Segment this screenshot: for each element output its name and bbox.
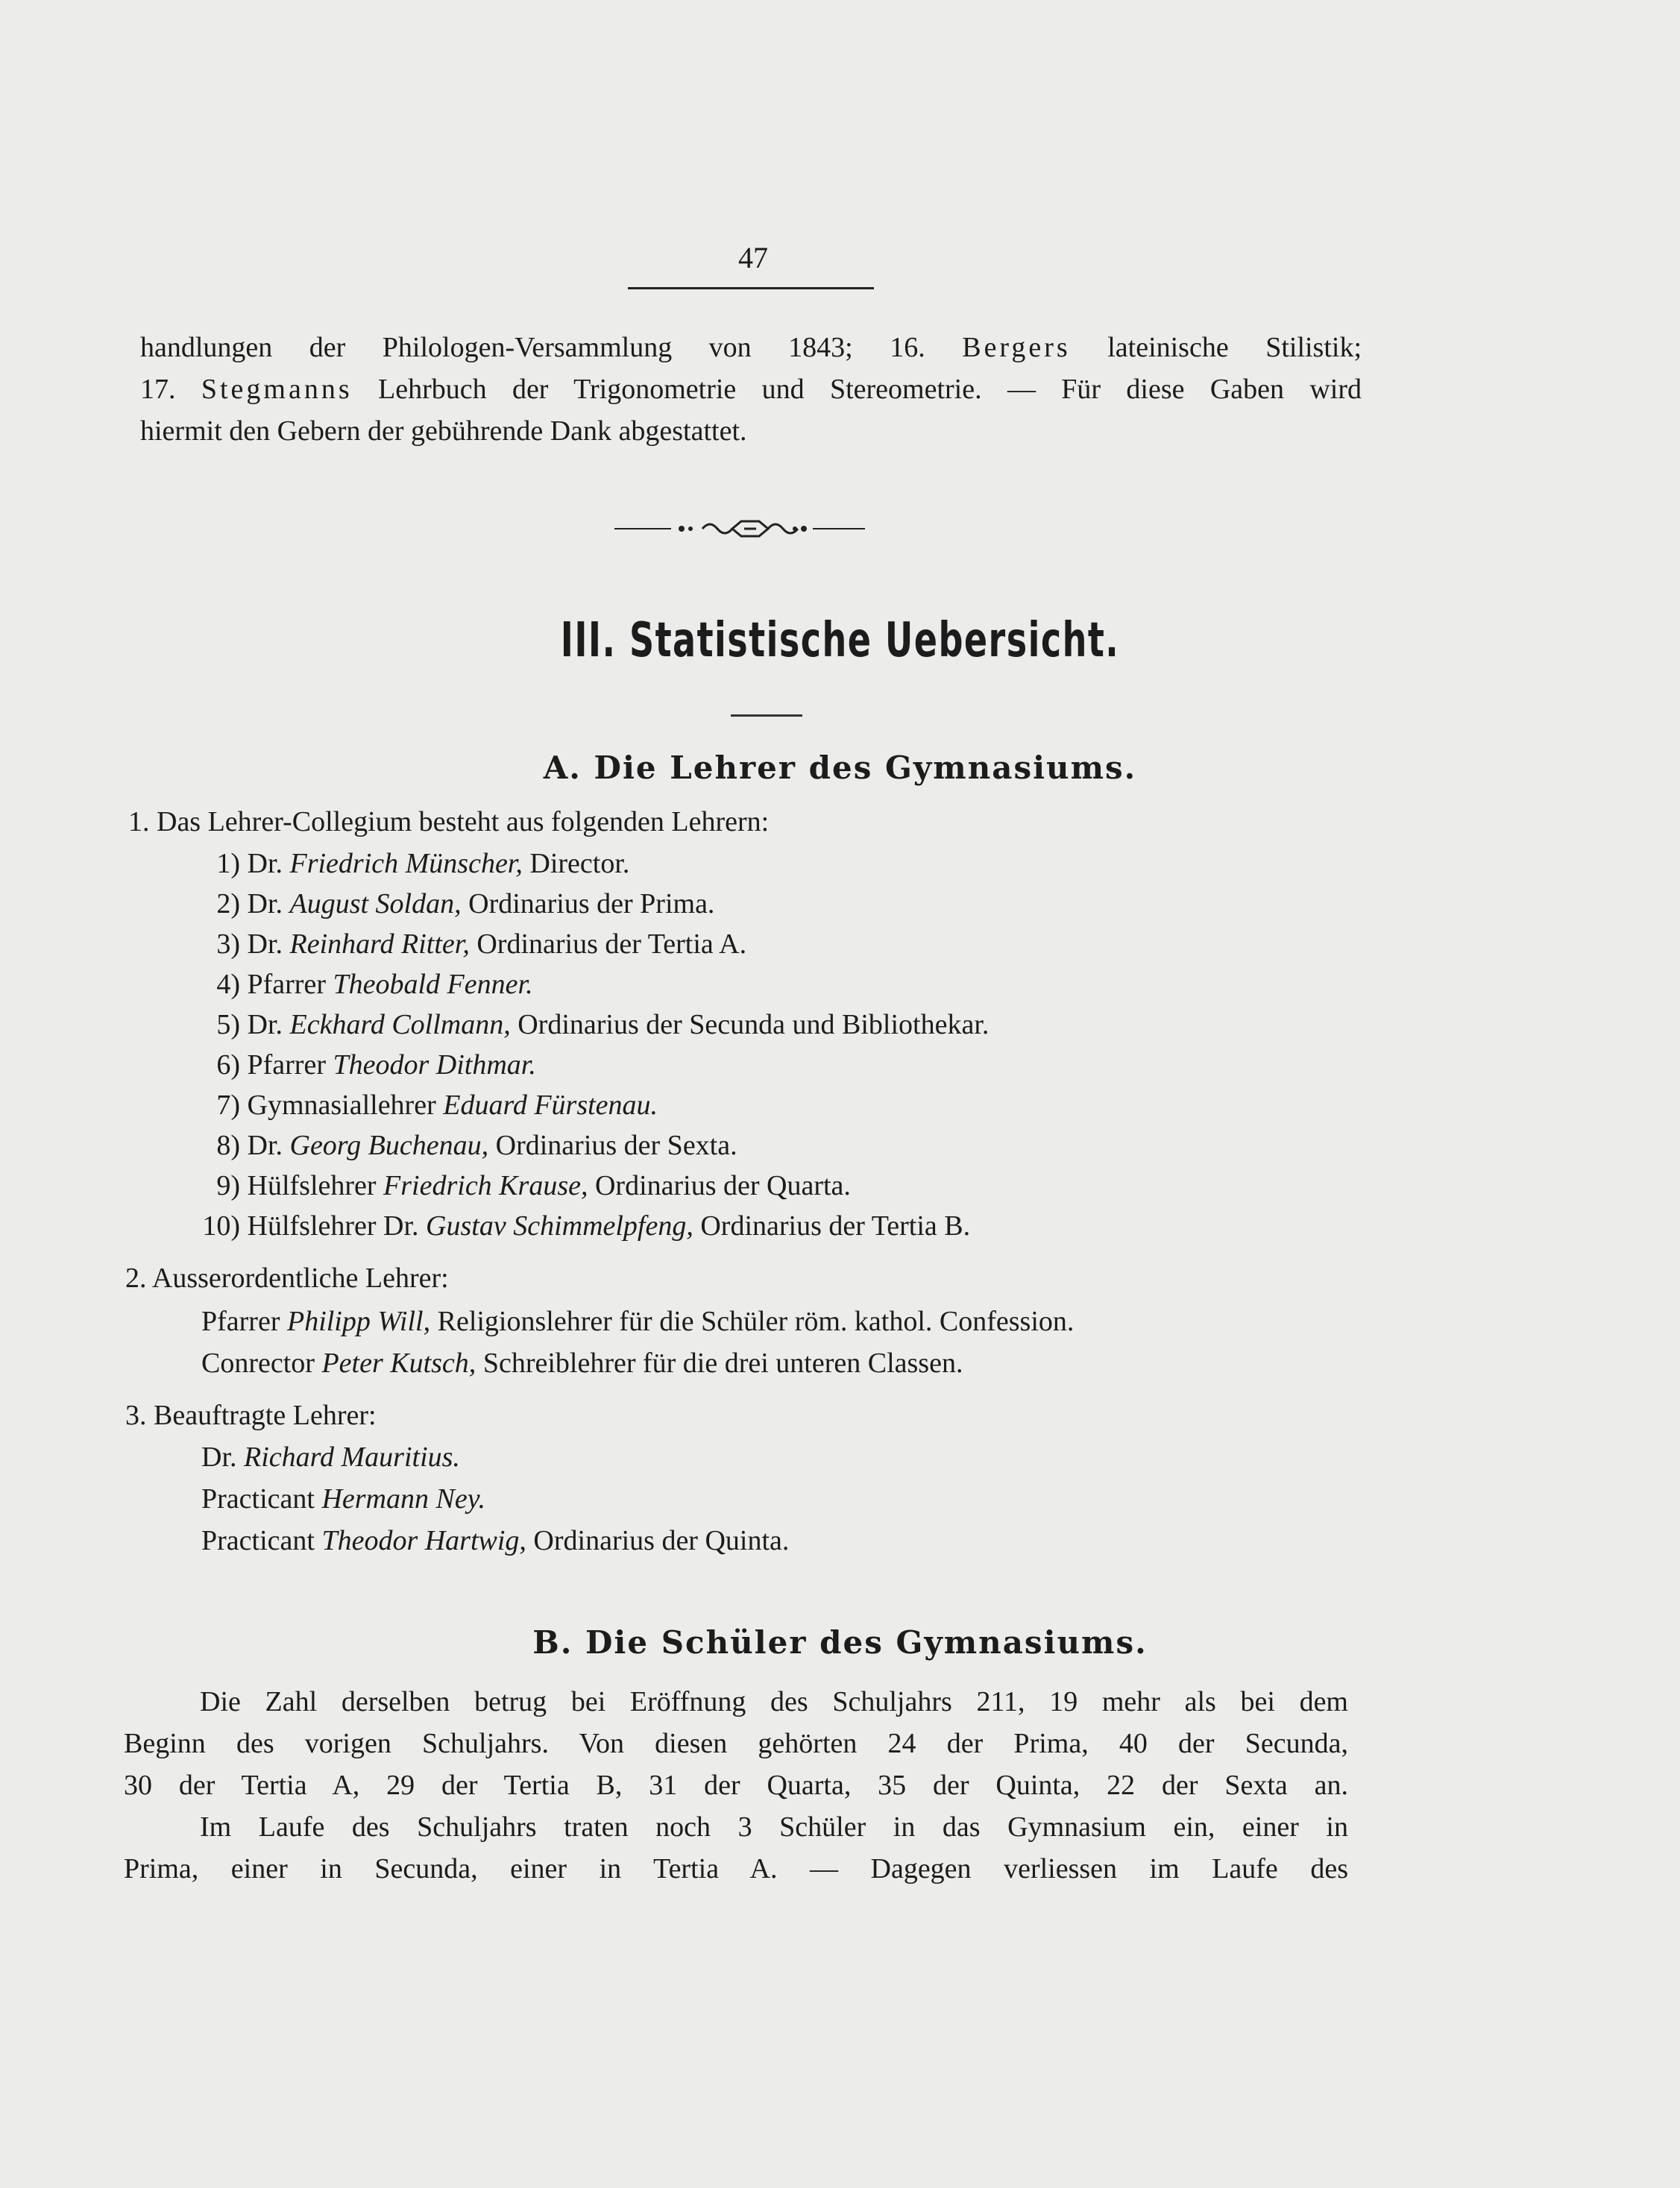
teacher-row: 4) Pfarrer Theobald Fenner. (216, 969, 533, 1000)
teacher-row: 7) Gymnasiallehrer Eduard Fürstenau. (216, 1090, 658, 1121)
list-item-1: 1. Das Lehrer-Collegium besteht aus folgenden Lehrern: (128, 806, 770, 837)
paragraph-line: Im Laufe des Schuljahrs traten noch 3 Schüler in das Gymnasium ein, einer in (200, 1811, 1348, 1843)
paragraph-line: Die Zahl derselben betrug bei Eröffnung des Schuljahrs 211, 19 mehr als bei dem (200, 1686, 1348, 1717)
intro-line-1 (140, 331, 1362, 364)
part-a-heading: A. Die Lehrer des Gymnasiums. (543, 749, 1137, 786)
paragraph-line: Beginn des vorigen Schuljahrs. Von diesen gehörten 24 der Prima, 40 der Secunda, (124, 1728, 1348, 1759)
teacher-row: 10) Hülfslehrer Dr. Gustav Schimmelpfeng, Ordinarius der Tertia B. (202, 1210, 971, 1242)
section-title: III. Statistische Uebersicht. (560, 613, 1120, 668)
intro-spaced-name: Bergers (962, 332, 1071, 363)
list-item-2: 2. Ausserordentliche Lehrer: (125, 1263, 449, 1294)
page-number: 47 (738, 241, 768, 274)
page-number-rule (628, 287, 874, 289)
intro-line-2 (140, 373, 1362, 406)
teacher-row: 6) Pfarrer Theodor Dithmar. (216, 1049, 536, 1081)
title-rule (731, 714, 802, 717)
teacher-row: 1) Dr. Friedrich Münscher, Director. (216, 848, 630, 879)
teacher-row: 5) Dr. Eckhard Collmann, Ordinarius der Secunda und Bibliothekar. (216, 1009, 990, 1040)
intro-text: lateinische Stilistik; (1107, 332, 1362, 363)
extra-teacher-row: Conrector Peter Kutsch, Schreiblehrer für die drei unteren Classen. (201, 1348, 963, 1379)
assigned-teacher-row: Practicant Hermann Ney. (201, 1483, 485, 1515)
teacher-row: 2) Dr. August Soldan, Ordinarius der Prima. (216, 888, 715, 919)
intro-text: Lehrbuch der Trigonometrie und Stereometrie. — Für diese Gaben wird (378, 374, 1362, 405)
part-b-heading: B. Die Schüler des Gymnasiums. (532, 1624, 1148, 1661)
teacher-row: 3) Dr. Reinhard Ritter, Ordinarius der Tertia A. (216, 928, 747, 960)
assigned-teacher-row: Dr. Richard Mauritius. (201, 1442, 460, 1473)
intro-text: handlungen der Philologen-Versammlung von 1843; 16. (140, 332, 925, 363)
paragraph-line: Prima, einer in Secunda, einer in Tertia A. — Dagegen verliessen im Laufe des (124, 1853, 1348, 1884)
ornament-icon (613, 516, 866, 541)
intro-line-3: hiermit den Gebern der gebührende Dank abgestattet. (140, 415, 747, 447)
intro-text: 17. (140, 374, 176, 405)
assigned-teacher-row: Practicant Theodor Hartwig, Ordinarius der Quinta. (201, 1525, 790, 1556)
teacher-row: 8) Dr. Georg Buchenau, Ordinarius der Sexta. (216, 1130, 737, 1161)
decorative-ornament (613, 516, 866, 541)
intro-spaced-name: Stegmanns (201, 374, 353, 405)
paragraph-line: 30 der Tertia A, 29 der Tertia B, 31 der Quarta, 35 der Quinta, 22 der Sexta an. (124, 1770, 1348, 1801)
list-item-3: 3. Beauftragte Lehrer: (125, 1400, 377, 1431)
teacher-row: 9) Hülfslehrer Friedrich Krause, Ordinarius der Quarta. (216, 1170, 851, 1201)
extra-teacher-row: Pfarrer Philipp Will, Religionslehrer für die Schüler röm. kathol. Confession. (201, 1306, 1075, 1337)
